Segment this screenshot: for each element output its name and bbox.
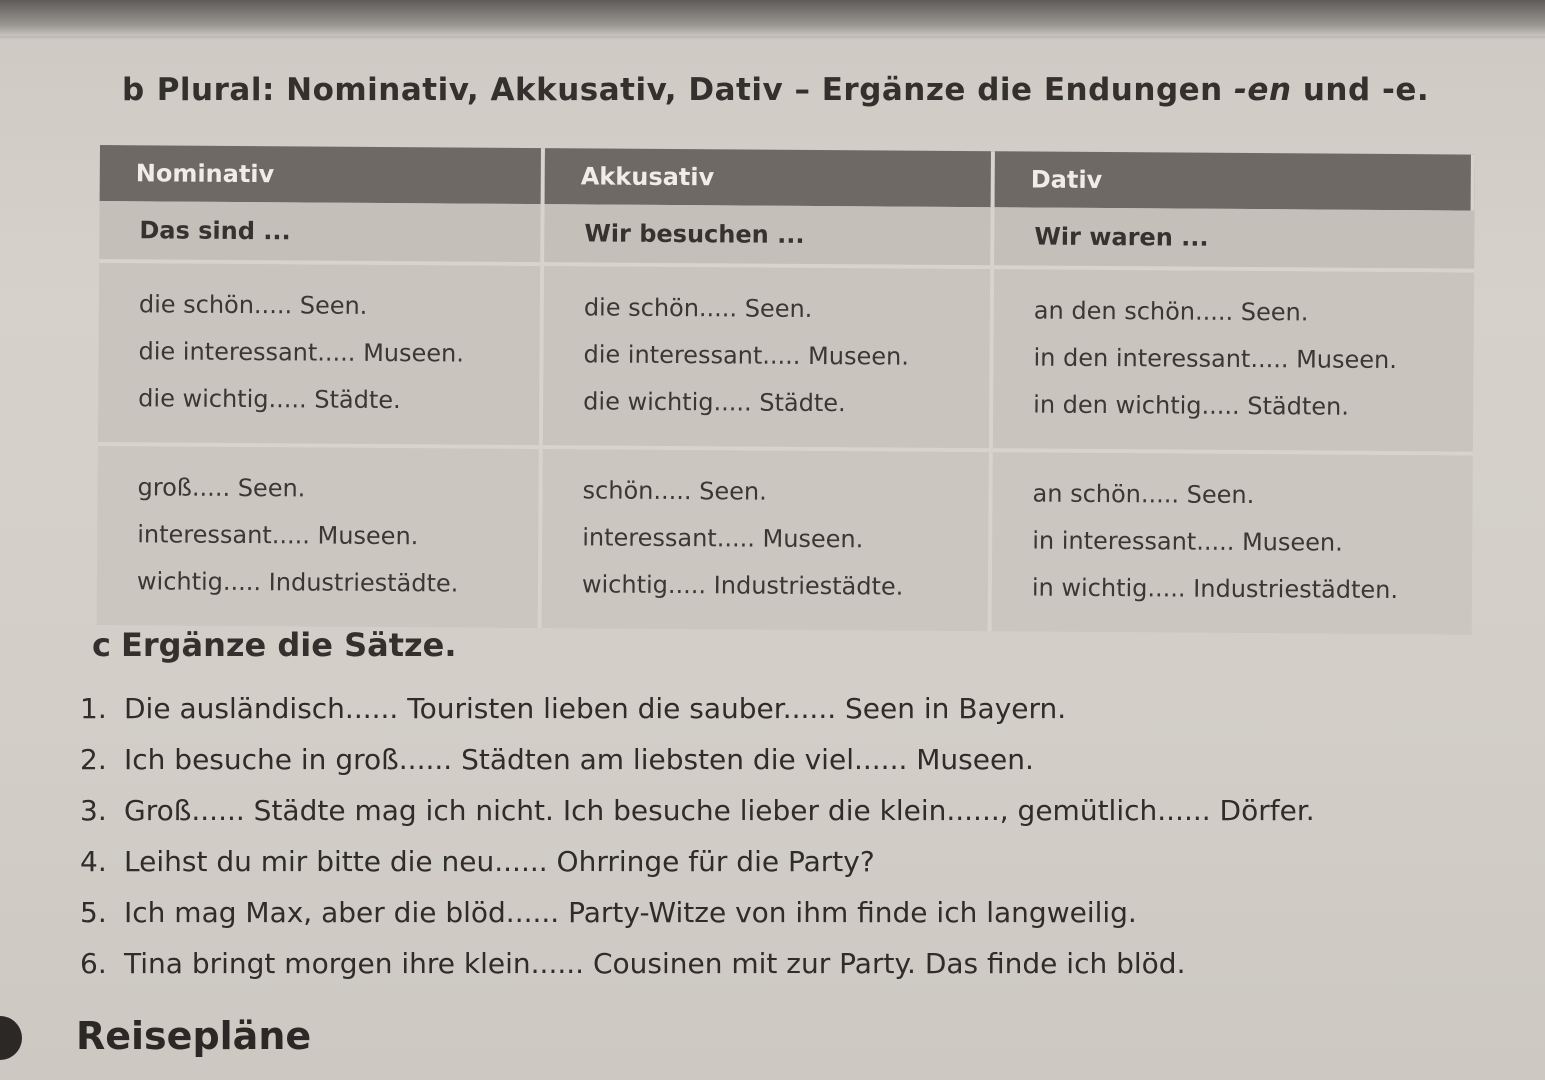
sentence-item <box>80 836 1315 887</box>
table-line: die wichtig..... Städte. <box>138 384 401 415</box>
table-line: die interessant..... Museen. <box>138 337 465 368</box>
block2-nominativ <box>97 446 543 628</box>
sentence-text: Groß...... Städte mag ich nicht. Ich besuche lieber die klein......, gemütlich...... Dörfer. <box>124 794 1315 827</box>
sentence-number: 4. <box>80 845 107 878</box>
sentence-item <box>80 785 1315 836</box>
table-line: in interessant..... Museen. <box>1032 526 1343 557</box>
ending-e: -e. <box>1381 72 1430 108</box>
sentence-item <box>80 887 1315 938</box>
table-line: schön..... Seen. <box>582 476 767 506</box>
table-line: die schön..... Seen. <box>138 290 368 320</box>
lead-akkusativ: Wir besuchen ... <box>544 204 994 269</box>
table-line: an schön..... Seen. <box>1032 479 1255 510</box>
table-line: die wichtig..... Städte. <box>583 387 846 418</box>
header-dativ: Dativ <box>995 151 1475 210</box>
section-marker-icon <box>0 1016 22 1060</box>
block2-dativ <box>992 452 1473 634</box>
table-line: die schön..... Seen. <box>583 293 813 323</box>
table-line: interessant..... Museen. <box>582 523 864 554</box>
block1-dativ <box>993 269 1474 455</box>
grammar-table <box>97 145 1475 635</box>
exercise-b-heading <box>122 72 1429 108</box>
sentence-item <box>80 683 1315 734</box>
lead-nominativ: Das sind ... <box>99 201 544 266</box>
sentence-number: 1. <box>80 692 107 725</box>
page-edge <box>0 0 1545 36</box>
sentence-text: Ich mag Max, aber die blöd...... Party-Witze von ihm finde ich langweilig. <box>124 896 1137 929</box>
sentence-text: Tina bringt morgen ihre klein...... Cousinen mit zur Party. Das finde ich blöd. <box>124 947 1186 980</box>
table-line: in wichtig..... Industriestädten. <box>1031 573 1399 605</box>
table-line: wichtig..... Industriestädte. <box>581 570 904 601</box>
table-line: in den wichtig..... Städten. <box>1033 390 1350 421</box>
sentence-text: Die ausländisch...... Touristen lieben die sauber...... Seen in Bayern. <box>124 692 1067 725</box>
sentence-item <box>80 938 1315 989</box>
sentence-text: Ich besuche in groß...... Städten am liebsten die viel...... Museen. <box>124 743 1034 776</box>
sentence-text: Leihst du mir bitte die neu...... Ohrringe für die Party? <box>124 845 875 878</box>
sentence-number: 5. <box>80 896 107 929</box>
block1-akkusativ <box>543 266 994 452</box>
exercise-b-letter: b <box>122 72 145 108</box>
ending-en: -en <box>1234 72 1292 108</box>
block1-nominativ <box>98 263 544 449</box>
sentence-number: 2. <box>80 743 107 776</box>
table-line: interessant..... Museen. <box>137 520 419 551</box>
table-line: groß..... Seen. <box>137 473 306 503</box>
exercise-b-text: Plural: Nominativ, Akkusativ, Dativ – Ergänze die Endungen <box>156 72 1223 108</box>
header-akkusativ: Akkusativ <box>545 148 995 207</box>
table-line: in den interessant..... Museen. <box>1033 343 1398 375</box>
exercise-c-letter: c <box>92 626 111 664</box>
section-title: Reisepläne <box>76 1014 312 1058</box>
sentence-item <box>80 734 1315 785</box>
table-line: an den schön..... Seen. <box>1033 296 1309 327</box>
table-line: wichtig..... Industriestädte. <box>136 567 459 598</box>
table-line: die interessant..... Museen. <box>583 340 909 371</box>
header-nominativ: Nominativ <box>100 145 545 204</box>
block2-akkusativ <box>542 449 993 631</box>
sentence-number: 3. <box>80 794 107 827</box>
sentence-number: 6. <box>80 947 107 980</box>
exercise-c-title: Ergänze die Sätze. <box>120 626 457 664</box>
und-word: und <box>1302 72 1371 108</box>
lead-dativ: Wir waren ... <box>994 207 1474 272</box>
exercise-c-heading <box>92 626 457 664</box>
sentence-list <box>80 683 1315 989</box>
